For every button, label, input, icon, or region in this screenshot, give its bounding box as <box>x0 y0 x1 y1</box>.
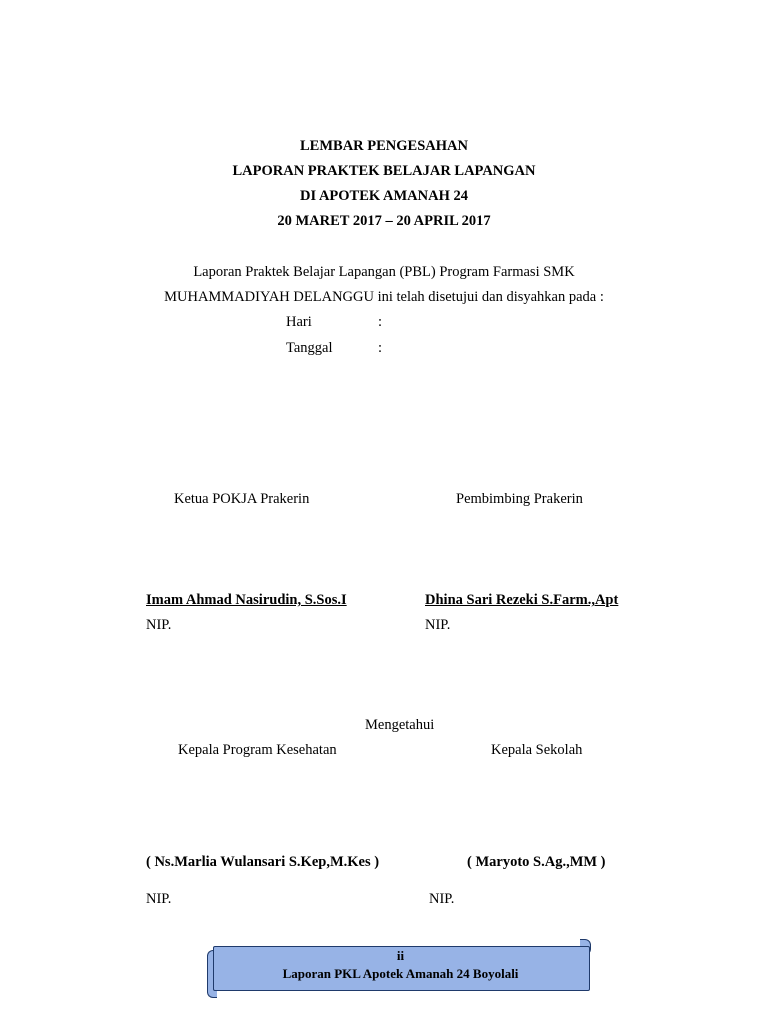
field-separator-tanggal: : <box>378 340 383 356</box>
name-pembimbing: Dhina Sari Rezeki S.Farm.,Apt <box>425 592 619 608</box>
intro-line-2: MUHAMMADIYAH DELANGGU ini telah disetujui dan disyahkan pada : <box>164 289 604 305</box>
field-label-tanggal: Tanggal <box>286 340 333 356</box>
role-kepala-sekolah: Kepala Sekolah <box>491 742 583 758</box>
intro-line-1: Laporan Praktek Belajar Lapangan (PBL) Program Farmasi SMK <box>193 264 575 280</box>
footer-caption: Laporan PKL Apotek Amanah 24 Boyolali <box>282 966 519 981</box>
title-line-4: 20 MARET 2017 – 20 APRIL 2017 <box>277 213 491 229</box>
page-number: ii <box>396 948 405 963</box>
acknowledge-label: Mengetahui <box>365 717 435 733</box>
role-pembimbing: Pembimbing Prakerin <box>456 491 583 507</box>
nip-ketua-pokja: NIP. <box>146 617 172 633</box>
field-label-hari: Hari <box>286 314 312 330</box>
title-line-2: LAPORAN PRAKTEK BELAJAR LAPANGAN <box>232 163 536 179</box>
role-kepala-program: Kepala Program Kesehatan <box>178 742 337 758</box>
name-kepala-sekolah: ( Maryoto S.Ag.,MM ) <box>467 854 606 870</box>
nip-kepala-program: NIP. <box>146 891 172 907</box>
title-line-3: DI APOTEK AMANAH 24 <box>300 188 468 204</box>
name-ketua-pokja: Imam Ahmad Nasirudin, S.Sos.I <box>146 592 347 608</box>
field-separator-hari: : <box>378 314 383 330</box>
nip-kepala-sekolah: NIP. <box>429 891 455 907</box>
nip-pembimbing: NIP. <box>425 617 451 633</box>
title-line-1: LEMBAR PENGESAHAN <box>300 138 468 154</box>
role-ketua-pokja: Ketua POKJA Prakerin <box>174 491 310 507</box>
name-kepala-program: ( Ns.Marlia Wulansari S.Kep,M.Kes ) <box>146 854 380 870</box>
